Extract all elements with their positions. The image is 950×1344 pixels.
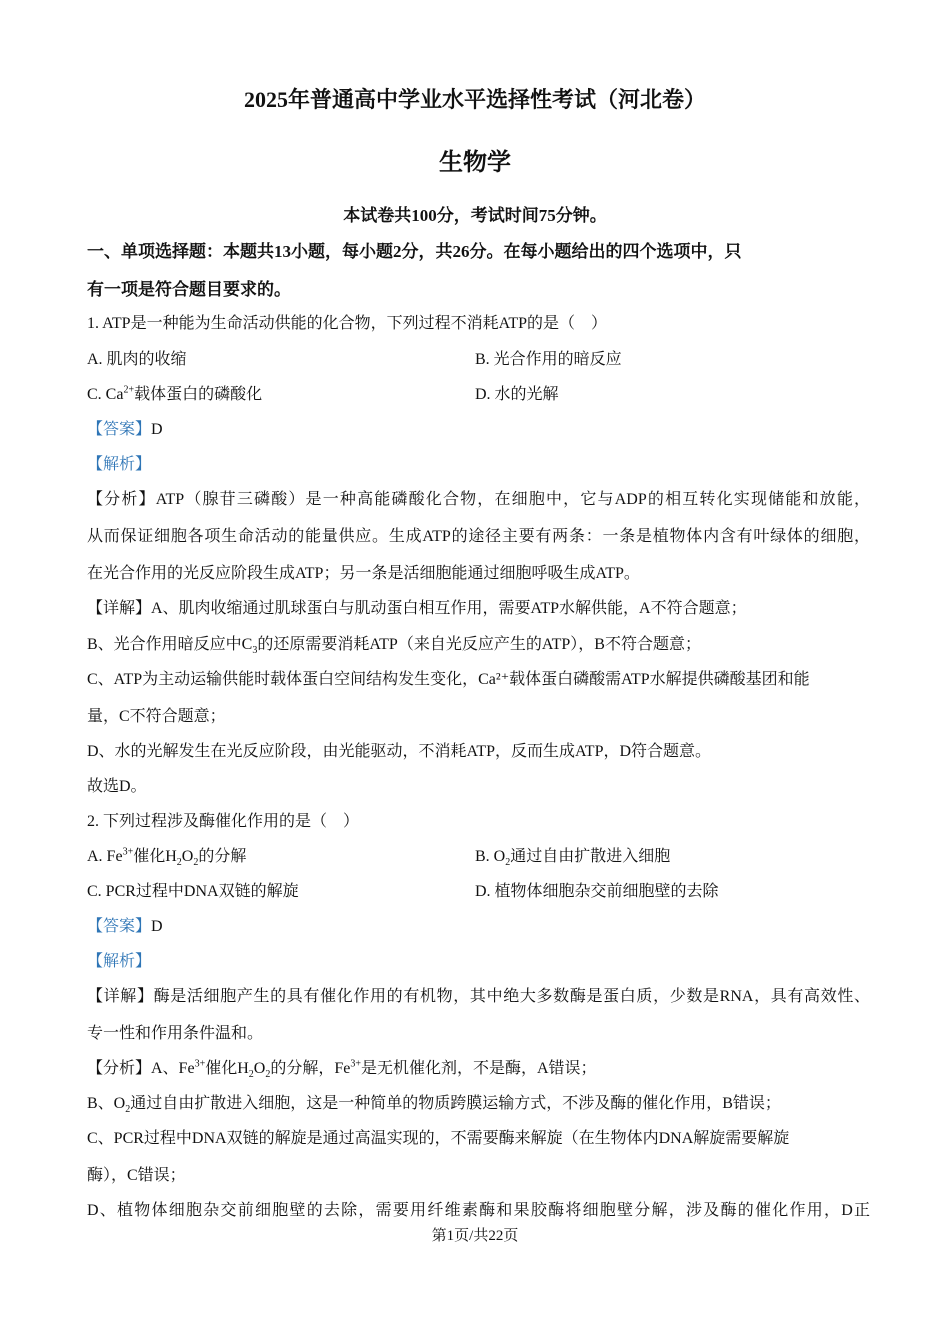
text-line xyxy=(475,847,670,867)
subscript: 2 xyxy=(505,857,511,869)
text-run: 故选D。 xyxy=(87,778,147,795)
text-line xyxy=(475,350,622,370)
section-tag: 【答案】 xyxy=(87,421,152,438)
text-run: 2. 下列过程涉及酶催化作用的是（ ） xyxy=(87,813,360,830)
text-line xyxy=(87,1094,781,1114)
section-tag: 【答案】 xyxy=(87,918,152,935)
text-run: 通过自由扩散进入细胞，这是一种简单的物质跨膜运输方式，不涉及酶的催化作用，B错误； xyxy=(130,1095,781,1112)
text-run: 催化H xyxy=(205,1060,249,1077)
text-line xyxy=(87,670,810,690)
text-line xyxy=(87,987,870,1007)
text-line xyxy=(87,1024,263,1044)
text-run: 通过自由扩散进入细胞 xyxy=(510,848,671,865)
text-line xyxy=(87,314,607,334)
subscript: 2 xyxy=(248,1069,254,1081)
section-heading-line1: 一、单项选择题：本题共13小题，每小题2分，共26分。在每小题给出的四个选项中，只 xyxy=(87,242,742,261)
text-run: 的还原需要消耗ATP（来自光反应产生的ATP），B不符合题意； xyxy=(257,636,701,653)
subscript: 2 xyxy=(125,1104,131,1116)
section-tag: 【解析】 xyxy=(87,456,152,473)
text-line xyxy=(87,1201,870,1221)
text-run: 量，C不符合题意； xyxy=(87,708,226,725)
text-run: B、O xyxy=(87,1095,126,1112)
text-run: D xyxy=(151,421,163,438)
text-line xyxy=(87,527,870,547)
text-run: 催化H xyxy=(133,848,177,865)
text-line xyxy=(87,1129,789,1149)
supscript: 3+ xyxy=(350,1058,361,1070)
text-run: 载体蛋白的磷酸化 xyxy=(134,386,263,403)
text-run: C、PCR过程中DNA双链的解旋是通过高温实现的，不需要酶来解旋（在生物体内DNA解旋需要解旋 xyxy=(87,1130,790,1147)
supscript: 2+ xyxy=(123,384,135,396)
subscript: 2 xyxy=(265,1069,271,1081)
text-line xyxy=(87,777,147,797)
text-line xyxy=(87,882,299,902)
supscript: 3+ xyxy=(122,846,134,858)
exam-info: 本试卷共100分，考试时间75分钟。 xyxy=(343,206,607,225)
text-run: 的分解 xyxy=(198,848,247,865)
section-heading-line2: 有一项是符合题目要求的。 xyxy=(87,280,291,299)
text-line xyxy=(87,952,151,972)
text-run: B、光合作用暗反应中C xyxy=(87,636,253,653)
text-run: D. 水的光解 xyxy=(475,386,559,403)
text-line xyxy=(87,564,640,584)
page-footer: 第1页/共22页 xyxy=(431,1228,519,1244)
text-run: 的分解，Fe xyxy=(270,1060,351,1077)
text-line xyxy=(87,917,163,937)
text-line xyxy=(87,420,163,440)
text-run: 【详解】酶是活细胞产生的具有催化作用的有机物，其中绝大多数酶是蛋白质，少数是RNA，具有高效性、 xyxy=(87,988,870,1005)
text-run: 【分析】A、Fe xyxy=(87,1060,195,1077)
text-run: 【分析】ATP（腺苷三磷酸）是一种高能磷酸化合物，在细胞中，它与ADP的相互转化实现储能和放能， xyxy=(87,491,870,508)
text-run: C. Ca xyxy=(87,386,124,403)
text-run: D xyxy=(151,918,163,935)
text-run: B. 光合作用的暗反应 xyxy=(475,351,622,368)
text-run: 从而保证细胞各项生命活动的能量供应。生成ATP的途径主要有两条：一条是植物体内含有叶绿体的细胞， xyxy=(87,528,870,545)
text-line xyxy=(87,1059,597,1079)
text-run: 酶），C错误； xyxy=(87,1167,186,1184)
text-line xyxy=(87,350,187,370)
text-run: D、植物体细胞杂交前细胞壁的去除，需要用纤维素酶和果胶酶将细胞壁分解，涉及酶的催化作用，D正 xyxy=(87,1202,870,1219)
text-run: A. Fe xyxy=(87,848,123,865)
text-run: A. 肌肉的收缩 xyxy=(87,351,187,368)
text-line xyxy=(475,385,559,405)
text-line xyxy=(87,1166,186,1186)
text-run: B. O xyxy=(475,848,506,865)
subscript: 2 xyxy=(176,857,182,869)
text-line xyxy=(475,882,719,902)
text-run: 在光合作用的光反应阶段生成ATP；另一条是活细胞能通过细胞呼吸生成ATP。 xyxy=(87,565,640,582)
text-line xyxy=(87,742,711,762)
text-line xyxy=(87,599,747,619)
text-line xyxy=(87,490,870,510)
document-title: 2025年普通高中学业水平选择性考试（河北卷） xyxy=(243,87,706,112)
text-run: O xyxy=(181,848,194,865)
text-line xyxy=(87,812,359,832)
text-run: 1. ATP是一种能为生命活动供能的化合物，下列过程不消耗ATP的是（ ） xyxy=(87,315,608,332)
text-line xyxy=(87,635,701,655)
supscript: 3+ xyxy=(194,1058,206,1070)
section-tag: 【解析】 xyxy=(87,953,152,970)
text-run: 【详解】A、肌肉收缩通过肌球蛋白与肌动蛋白相互作用，需要ATP水解供能，A不符合题意； xyxy=(87,600,747,617)
text-run: O xyxy=(253,1060,266,1077)
subscript: 3 xyxy=(252,645,258,657)
text-line xyxy=(87,707,226,727)
text-line xyxy=(87,847,246,867)
subject-heading: 生物学 xyxy=(439,150,511,176)
text-run: C. PCR过程中DNA双链的解旋 xyxy=(87,883,299,900)
text-run: C、ATP为主动运输供能时载体蛋白空间结构发生变化，Ca²⁺载体蛋白磷酸需ATP水解提供磷酸基团和能 xyxy=(87,671,810,688)
text-run: D、水的光解发生在光反应阶段，由光能驱动，不消耗ATP，反而生成ATP，D符合题意。 xyxy=(87,743,712,760)
text-run: D. 植物体细胞杂交前细胞壁的去除 xyxy=(475,883,719,900)
subscript: 2 xyxy=(193,857,199,869)
text-run: 是无机催化剂，不是酶，A错误； xyxy=(360,1060,597,1077)
text-line xyxy=(87,455,151,475)
text-run: 专一性和作用条件温和。 xyxy=(87,1025,264,1042)
text-line xyxy=(87,385,262,405)
